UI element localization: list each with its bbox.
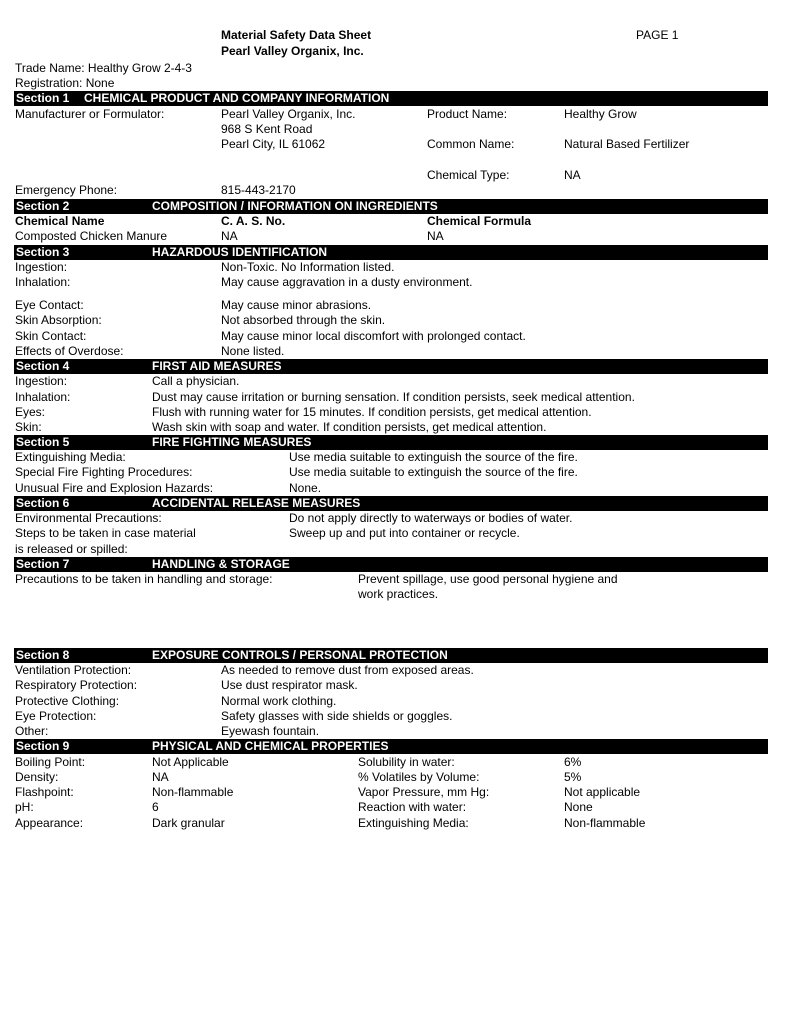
hazard-label: Effects of Overdose:	[15, 344, 124, 358]
section-number: Section 7	[16, 557, 70, 571]
first-aid-label: Eyes:	[15, 405, 46, 419]
property-label: Boiling Point:	[15, 755, 86, 769]
hazard-value: None listed.	[221, 344, 285, 358]
property-value: NA	[152, 770, 169, 784]
hazard-label: Ingestion:	[15, 260, 68, 274]
section-title: HANDLING & STORAGE	[152, 557, 290, 571]
chemical-type-value: NA	[564, 168, 581, 182]
hazard-value: Not absorbed through the skin.	[221, 313, 386, 327]
first-aid-label: Skin:	[15, 420, 42, 434]
address-line-3: Pearl City, IL 61062	[221, 137, 326, 151]
exposure-value: Safety glasses with side shields or goggles.	[221, 709, 453, 723]
section-4-header	[14, 359, 768, 374]
section-3-header	[14, 245, 768, 260]
section-1-header	[14, 91, 768, 106]
section-5-header	[14, 435, 768, 450]
emergency-phone-label: Emergency Phone:	[15, 183, 118, 197]
fire-label: Unusual Fire and Explosion Hazards:	[15, 481, 214, 495]
address-line-1: Pearl Valley Organix, Inc.	[221, 107, 356, 121]
property-value: 5%	[564, 770, 582, 784]
emergency-phone-value: 815-443-2170	[221, 183, 296, 197]
handling-value: Prevent spillage, use good personal hygiene and	[358, 572, 618, 586]
section-number: Section 6	[16, 496, 70, 510]
first-aid-label: Ingestion:	[15, 374, 68, 388]
section-6-header	[14, 496, 768, 511]
exposure-label: Protective Clothing:	[15, 694, 120, 708]
section-8-header	[14, 648, 768, 663]
hazard-label: Skin Contact:	[15, 329, 87, 343]
section-title: HAZARDOUS IDENTIFICATION	[152, 245, 328, 259]
property-label: Solubility in water:	[358, 755, 455, 769]
section-2-header	[14, 199, 768, 214]
first-aid-label: Inhalation:	[15, 390, 71, 404]
section-number: Section 4	[16, 359, 70, 373]
section-number: Section 1	[16, 91, 70, 105]
property-value: Dark granular	[152, 816, 225, 830]
fire-label: Extinguishing Media:	[15, 450, 126, 464]
chemical-type-label: Chemical Type:	[427, 168, 510, 182]
property-label: Appearance:	[15, 816, 84, 830]
fire-value: Use media suitable to extinguish the source of the fire.	[289, 450, 578, 464]
hazard-label: Skin Absorption:	[15, 313, 102, 327]
property-value: 6	[152, 800, 159, 814]
document-title: Material Safety Data Sheet	[221, 28, 372, 42]
hazard-value: May cause aggravation in a dusty environment.	[221, 275, 473, 289]
property-label: Density:	[15, 770, 59, 784]
exposure-label: Eye Protection:	[15, 709, 97, 723]
col-chemical-name: Chemical Name	[15, 214, 105, 228]
exposure-value: Use dust respirator mask.	[221, 678, 358, 692]
section-title: COMPOSITION / INFORMATION ON INGREDIENTS	[152, 199, 438, 213]
fire-label: Special Fire Fighting Procedures:	[15, 465, 193, 479]
section-title: FIRST AID MEASURES	[152, 359, 282, 373]
exposure-value: As needed to remove dust from exposed areas.	[221, 663, 474, 677]
property-value: Non-flammable	[152, 785, 234, 799]
section-9-header	[14, 739, 768, 754]
handling-label: Precautions to be taken in handling and storage:	[15, 572, 273, 586]
hazard-label: Inhalation:	[15, 275, 71, 289]
property-label: pH:	[15, 800, 34, 814]
property-value: 6%	[564, 755, 582, 769]
property-label: Vapor Pressure, mm Hg:	[358, 785, 490, 799]
exposure-label: Respiratory Protection:	[15, 678, 138, 692]
section-title: PHYSICAL AND CHEMICAL PROPERTIES	[152, 739, 389, 753]
hazard-label: Eye Contact:	[15, 298, 84, 312]
first-aid-value: Flush with running water for 15 minutes. If condition persists, get medical attention.	[152, 405, 592, 419]
address-line-2: 968 S Kent Road	[221, 122, 313, 136]
exposure-value: Normal work clothing.	[221, 694, 337, 708]
section-title: CHEMICAL PRODUCT AND COMPANY INFORMATION	[84, 91, 390, 105]
property-value: Non-flammable	[564, 816, 646, 830]
common-name-value: Natural Based Fertilizer	[564, 137, 690, 151]
exposure-label: Ventilation Protection:	[15, 663, 132, 677]
section-7-header	[14, 557, 768, 572]
ingredient-cas: NA	[221, 229, 238, 243]
section-title: ACCIDENTAL RELEASE MEASURES	[152, 496, 361, 510]
spill-steps-value: Sweep up and put into container or recycle.	[289, 526, 520, 540]
property-value: None	[564, 800, 593, 814]
property-label: Flashpoint:	[15, 785, 74, 799]
property-label: Extinguishing Media:	[358, 816, 469, 830]
exposure-label: Other:	[15, 724, 49, 738]
ingredient-formula: NA	[427, 229, 444, 243]
handling-value-cont: work practices.	[358, 587, 439, 601]
trade-name: Trade Name: Healthy Grow 2-4-3	[15, 61, 192, 75]
property-value: Not applicable	[564, 785, 641, 799]
section-number: Section 3	[16, 245, 70, 259]
spill-steps-label: Steps to be taken in case material	[15, 526, 196, 540]
col-cas-no: C. A. S. No.	[221, 214, 286, 228]
first-aid-value: Dust may cause irritation or burning sensation. If condition persists, seek medical attention.	[152, 390, 635, 404]
hazard-value: Non-Toxic. No Information listed.	[221, 260, 395, 274]
section-title: EXPOSURE CONTROLS / PERSONAL PROTECTION	[152, 648, 448, 662]
section-title: FIRE FIGHTING MEASURES	[152, 435, 312, 449]
common-name-label: Common Name:	[427, 137, 515, 151]
hazard-value: May cause minor abrasions.	[221, 298, 372, 312]
fire-value: None.	[289, 481, 322, 495]
ingredient-name: Composted Chicken Manure	[15, 229, 168, 243]
section-number: Section 5	[16, 435, 70, 449]
product-name-label: Product Name:	[427, 107, 508, 121]
property-label: Reaction with water:	[358, 800, 467, 814]
col-chemical-formula: Chemical Formula	[427, 214, 532, 228]
hazard-value: May cause minor local discomfort with prolonged contact.	[221, 329, 526, 343]
first-aid-value: Call a physician.	[152, 374, 240, 388]
company-name: Pearl Valley Organix, Inc.	[221, 44, 364, 58]
section-number: Section 2	[16, 199, 70, 213]
section-number: Section 8	[16, 648, 70, 662]
product-name-value: Healthy Grow	[564, 107, 637, 121]
exposure-value: Eyewash fountain.	[221, 724, 320, 738]
environmental-precautions-value: Do not apply directly to waterways or bodies of water.	[289, 511, 573, 525]
fire-value: Use media suitable to extinguish the source of the fire.	[289, 465, 578, 479]
environmental-precautions-label: Environmental Precautions:	[15, 511, 162, 525]
registration: Registration: None	[15, 76, 115, 90]
page-number: PAGE 1	[636, 28, 679, 42]
manufacturer-label: Manufacturer or Formulator:	[15, 107, 165, 121]
property-label: % Volatiles by Volume:	[358, 770, 480, 784]
property-value: Not Applicable	[152, 755, 229, 769]
first-aid-value: Wash skin with soap and water. If condition persists, get medical attention.	[152, 420, 547, 434]
spill-steps-label-cont: is released or spilled:	[15, 542, 128, 556]
section-number: Section 9	[16, 739, 70, 753]
